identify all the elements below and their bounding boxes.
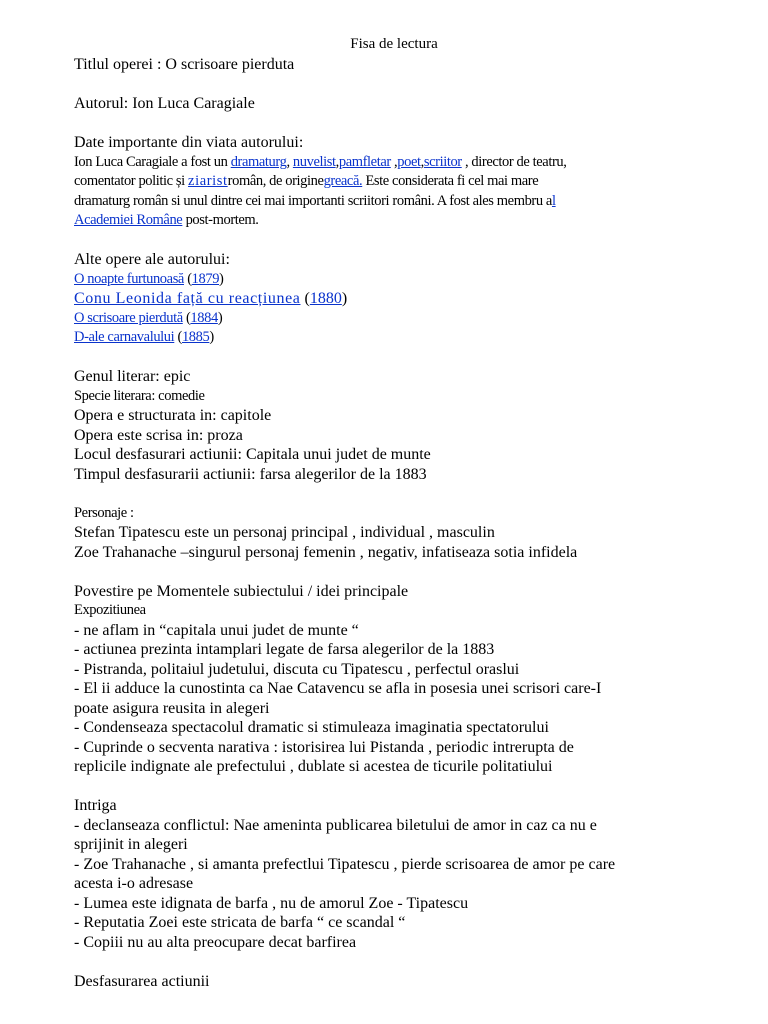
work-title-link[interactable]: Conu Leonida față cu reacțiunea xyxy=(74,290,301,307)
bio-text: , xyxy=(390,153,398,170)
link-dramaturg[interactable]: dramaturg xyxy=(230,153,287,170)
bio-text: Este considerata fi cel mai mare xyxy=(362,173,539,189)
place-line: Locul desfasurari actiunii: Capitala unui judet de munte xyxy=(74,446,431,463)
work-title: Titlul operei : O scrisoare pierduta xyxy=(74,56,295,73)
time-line: Timpul desfasurarii actiunii: farsa alegerilor de la 1883 xyxy=(74,465,427,483)
exposition-line: - actiunea prezinta intamplari legate de farsa alegerilor de la 1883 xyxy=(74,641,495,658)
work-year-link[interactable]: 1884 xyxy=(190,309,218,326)
character-line: Zoe Trahanache –singurul personaj femenin , negativ, infatiseaza sotia infidela xyxy=(74,543,578,561)
work-item: Conu Leonida față cu reacțiunea (1880) xyxy=(74,290,348,307)
work-item: D-ale carnavalului (1885) xyxy=(74,329,214,345)
written-in-line: Opera este scrisa in: proza xyxy=(74,426,243,444)
bio-text: Ion Luca Caragiale a fost un xyxy=(74,153,231,170)
species-line: Specie literara: comedie xyxy=(74,387,205,404)
bio-line-3 xyxy=(74,192,714,212)
intrigue-line: acesta i-o adresase xyxy=(74,875,194,892)
link-academiei-romane[interactable]: Academiei Române xyxy=(74,212,183,228)
exposition-line: - ne aflam in “capitala unui judet de munte “ xyxy=(74,621,359,639)
work-title-link[interactable]: O scrisoare pierdută xyxy=(74,309,183,326)
work-item: O noapte furtunoasă (1879) xyxy=(74,270,224,287)
character-line: Stefan Tipatescu este un personaj principal , individual , masculin xyxy=(74,524,495,541)
author-line: Autorul: Ion Luca Caragiale xyxy=(74,95,255,112)
plot-heading: Povestire pe Momentele subiectului / idei principale xyxy=(74,582,409,600)
link-al[interactable]: l xyxy=(551,192,556,209)
bio-line-1 xyxy=(74,153,714,173)
bio-line-4 xyxy=(74,211,714,231)
bio-text: , xyxy=(286,153,293,170)
exposition-line: poate asigura reusita in alegeri xyxy=(74,699,270,717)
exposition-line: - Pistranda, politaiul judetului, discuta cu Tipatescu , perfectul oraslui xyxy=(74,660,520,678)
link-nuvelist[interactable]: nuvelist xyxy=(292,153,336,170)
bio-text: post-mortem. xyxy=(182,212,259,228)
link-ziarist[interactable]: ziarist xyxy=(188,173,228,189)
exposition-line: - Cuprinde o secventa narativa : istorisirea lui Pistanda , periodic intrerupta de xyxy=(74,738,574,756)
work-item: O scrisoare pierdută (1884) xyxy=(74,309,223,326)
structure-line: Opera e structurata in: capitole xyxy=(74,407,272,424)
link-poet[interactable]: poet xyxy=(397,153,421,170)
exposition-line: - El ii adduce la cunostinta ca Nae Catavencu se afla in posesia unei scrisori care-I xyxy=(74,680,602,697)
exposition-heading: Expozitiunea xyxy=(74,602,146,618)
link-scriitor[interactable]: scriitor xyxy=(423,153,462,170)
link-greaca[interactable]: greacă. xyxy=(323,173,363,189)
genre-line: Genul literar: epic xyxy=(74,368,191,385)
bio-text: , xyxy=(335,153,339,170)
work-year-link[interactable]: 1880 xyxy=(309,290,342,307)
intrigue-line: - Lumea este idignata de barfa , nu de amorul Zoe - Tipatescu xyxy=(74,894,469,912)
intrigue-line: sprijinit in alegeri xyxy=(74,836,188,853)
bio-text: , director de teatru, xyxy=(461,153,567,170)
bio-text: român, de origine xyxy=(227,173,324,189)
exposition-line: replicile indignate ale prefectului , dublate si acestea de ticurile politatiului xyxy=(74,758,553,775)
other-works-heading: Alte opere ale autorului: xyxy=(74,251,230,268)
work-title-link[interactable]: O noapte furtunoasă xyxy=(74,270,184,287)
intrigue-line: - Reputatia Zoei este stricata de barfa “ ce scandal “ xyxy=(74,914,406,931)
bio-line-2 xyxy=(74,172,714,192)
bio-heading: Date importante din viata autorului: xyxy=(74,134,304,151)
development-heading: Desfasurarea actiunii xyxy=(74,972,210,990)
work-year-link[interactable]: 1879 xyxy=(191,270,220,287)
bio-text: comentator politic și xyxy=(74,173,189,189)
intrigue-line: - declanseaza conflictul: Nae ameninta publicarea biletului de amor in caz ca nu e xyxy=(74,816,597,834)
bio-text: dramaturg român si unul dintre cei mai importanti scriitori români. A fost ales membru a xyxy=(74,192,552,209)
document-title: Fisa de lectura xyxy=(350,36,438,52)
work-year-link[interactable]: 1885 xyxy=(181,329,210,345)
link-pamfletar[interactable]: pamfletar xyxy=(338,153,391,170)
exposition-line: - Condenseaza spectacolul dramatic si stimuleaza imaginatia spectatorului xyxy=(74,719,549,736)
document-body xyxy=(74,36,714,991)
work-title-link[interactable]: D-ale carnavalului xyxy=(74,329,175,345)
bio-text: , xyxy=(420,153,424,170)
intrigue-heading: Intriga xyxy=(74,797,117,814)
intrigue-line: - Copiii nu au alta preocupare decat barfirea xyxy=(74,933,357,951)
characters-heading: Personaje : xyxy=(74,504,134,521)
intrigue-line: - Zoe Trahanache , si amanta prefectlui Tipatescu , pierde scrisoarea de amor pe care xyxy=(74,855,616,873)
